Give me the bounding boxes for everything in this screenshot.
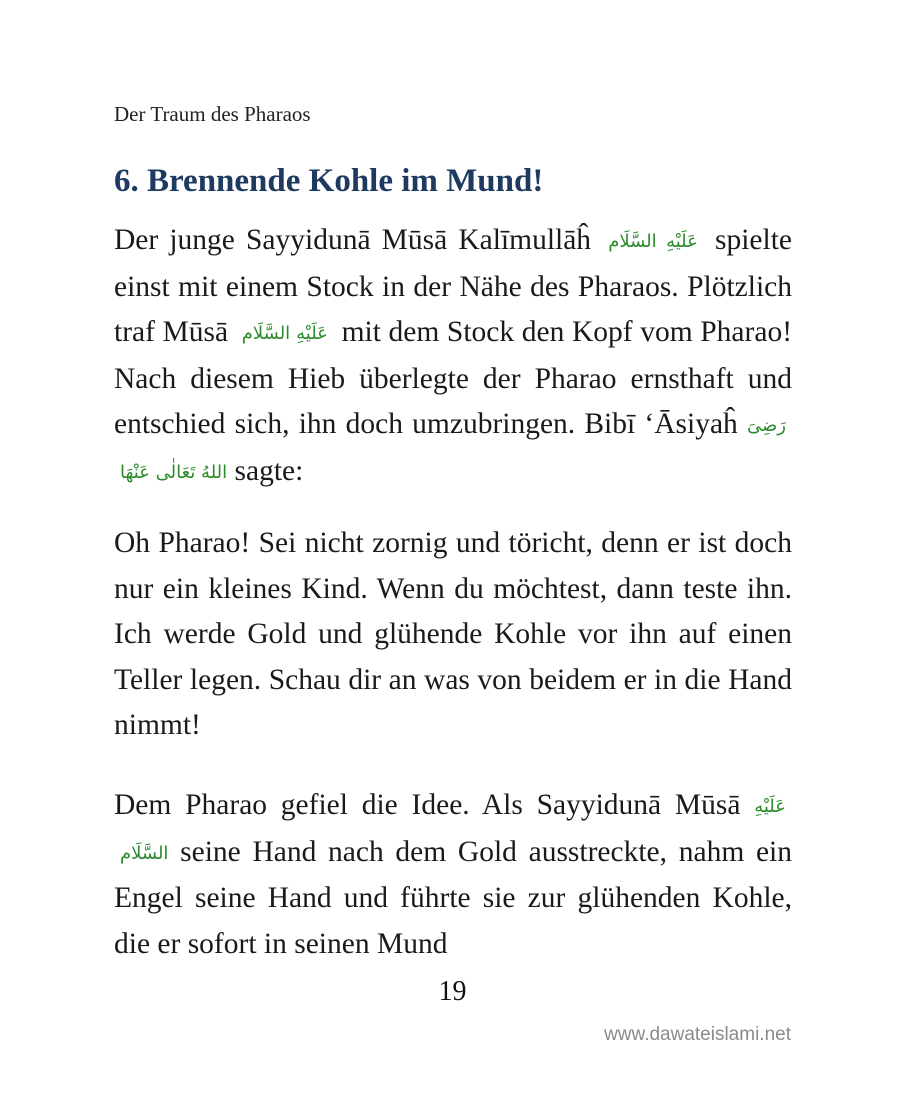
paragraph-3-text-1: Dem Pharao gefiel die Idee. Als Sayyidunā Mūsā	[114, 789, 741, 821]
honorific-alayhis-salam-2: عَلَيْهِ السَّلَام	[241, 323, 328, 345]
honorific-alayhis-salam-3: عَلَيْهِ السَّلَام	[120, 796, 786, 864]
running-header: Der Traum des Pharaos	[114, 102, 311, 126]
chapter-title: 6. Brennende Kohle im Mund!	[114, 163, 544, 199]
paragraph-2: Oh Pharao! Sei nicht zornig und töricht, denn er ist doch nur ein kleines Kind. Wenn du möchtest, dann teste ihn. Ich werde Gold und glühende Kohle vor ihn auf einen Teller legen. Schau dir an was von beidem er in die Hand nimmt!	[114, 527, 792, 742]
paragraph-1-text-1: Der junge Sayyidunā Mūsā Kalīmullāĥ	[114, 224, 592, 256]
paragraph-1-text-3: mit dem Stock den Kopf vom Pharao! Nach diesem Hieb überlegte der Pharao ernsthaft und entschied sich, ihn doch umzubringen. Bibī ʻĀsiyaĥ	[114, 316, 793, 441]
honorific-radiyallahu-anha: رَضِىَ اللهُ تَعَالٰى عَنْهَا	[120, 415, 786, 483]
paragraph-3	[114, 783, 792, 967]
paragraph-3-text-2: seine Hand nach dem Gold ausstreckte, nahm ein Engel seine Hand und führte sie zur glühenden Kohle, die er sofort in seinen Mund	[114, 835, 792, 960]
page-number: 19	[438, 976, 467, 1007]
paragraph-1	[114, 218, 792, 496]
paragraph-1-text-2: spielte einst mit einem Stock in der Nähe des Pharaos. Plötzlich traf Mūsā	[114, 224, 793, 349]
website-url[interactable]: www.dawateislami.net	[604, 1024, 791, 1045]
honorific-alayhis-salam-1: عَلَيْهِ السَّلَام	[608, 231, 698, 252]
paragraph-1-text-4: sagte:	[234, 454, 304, 487]
